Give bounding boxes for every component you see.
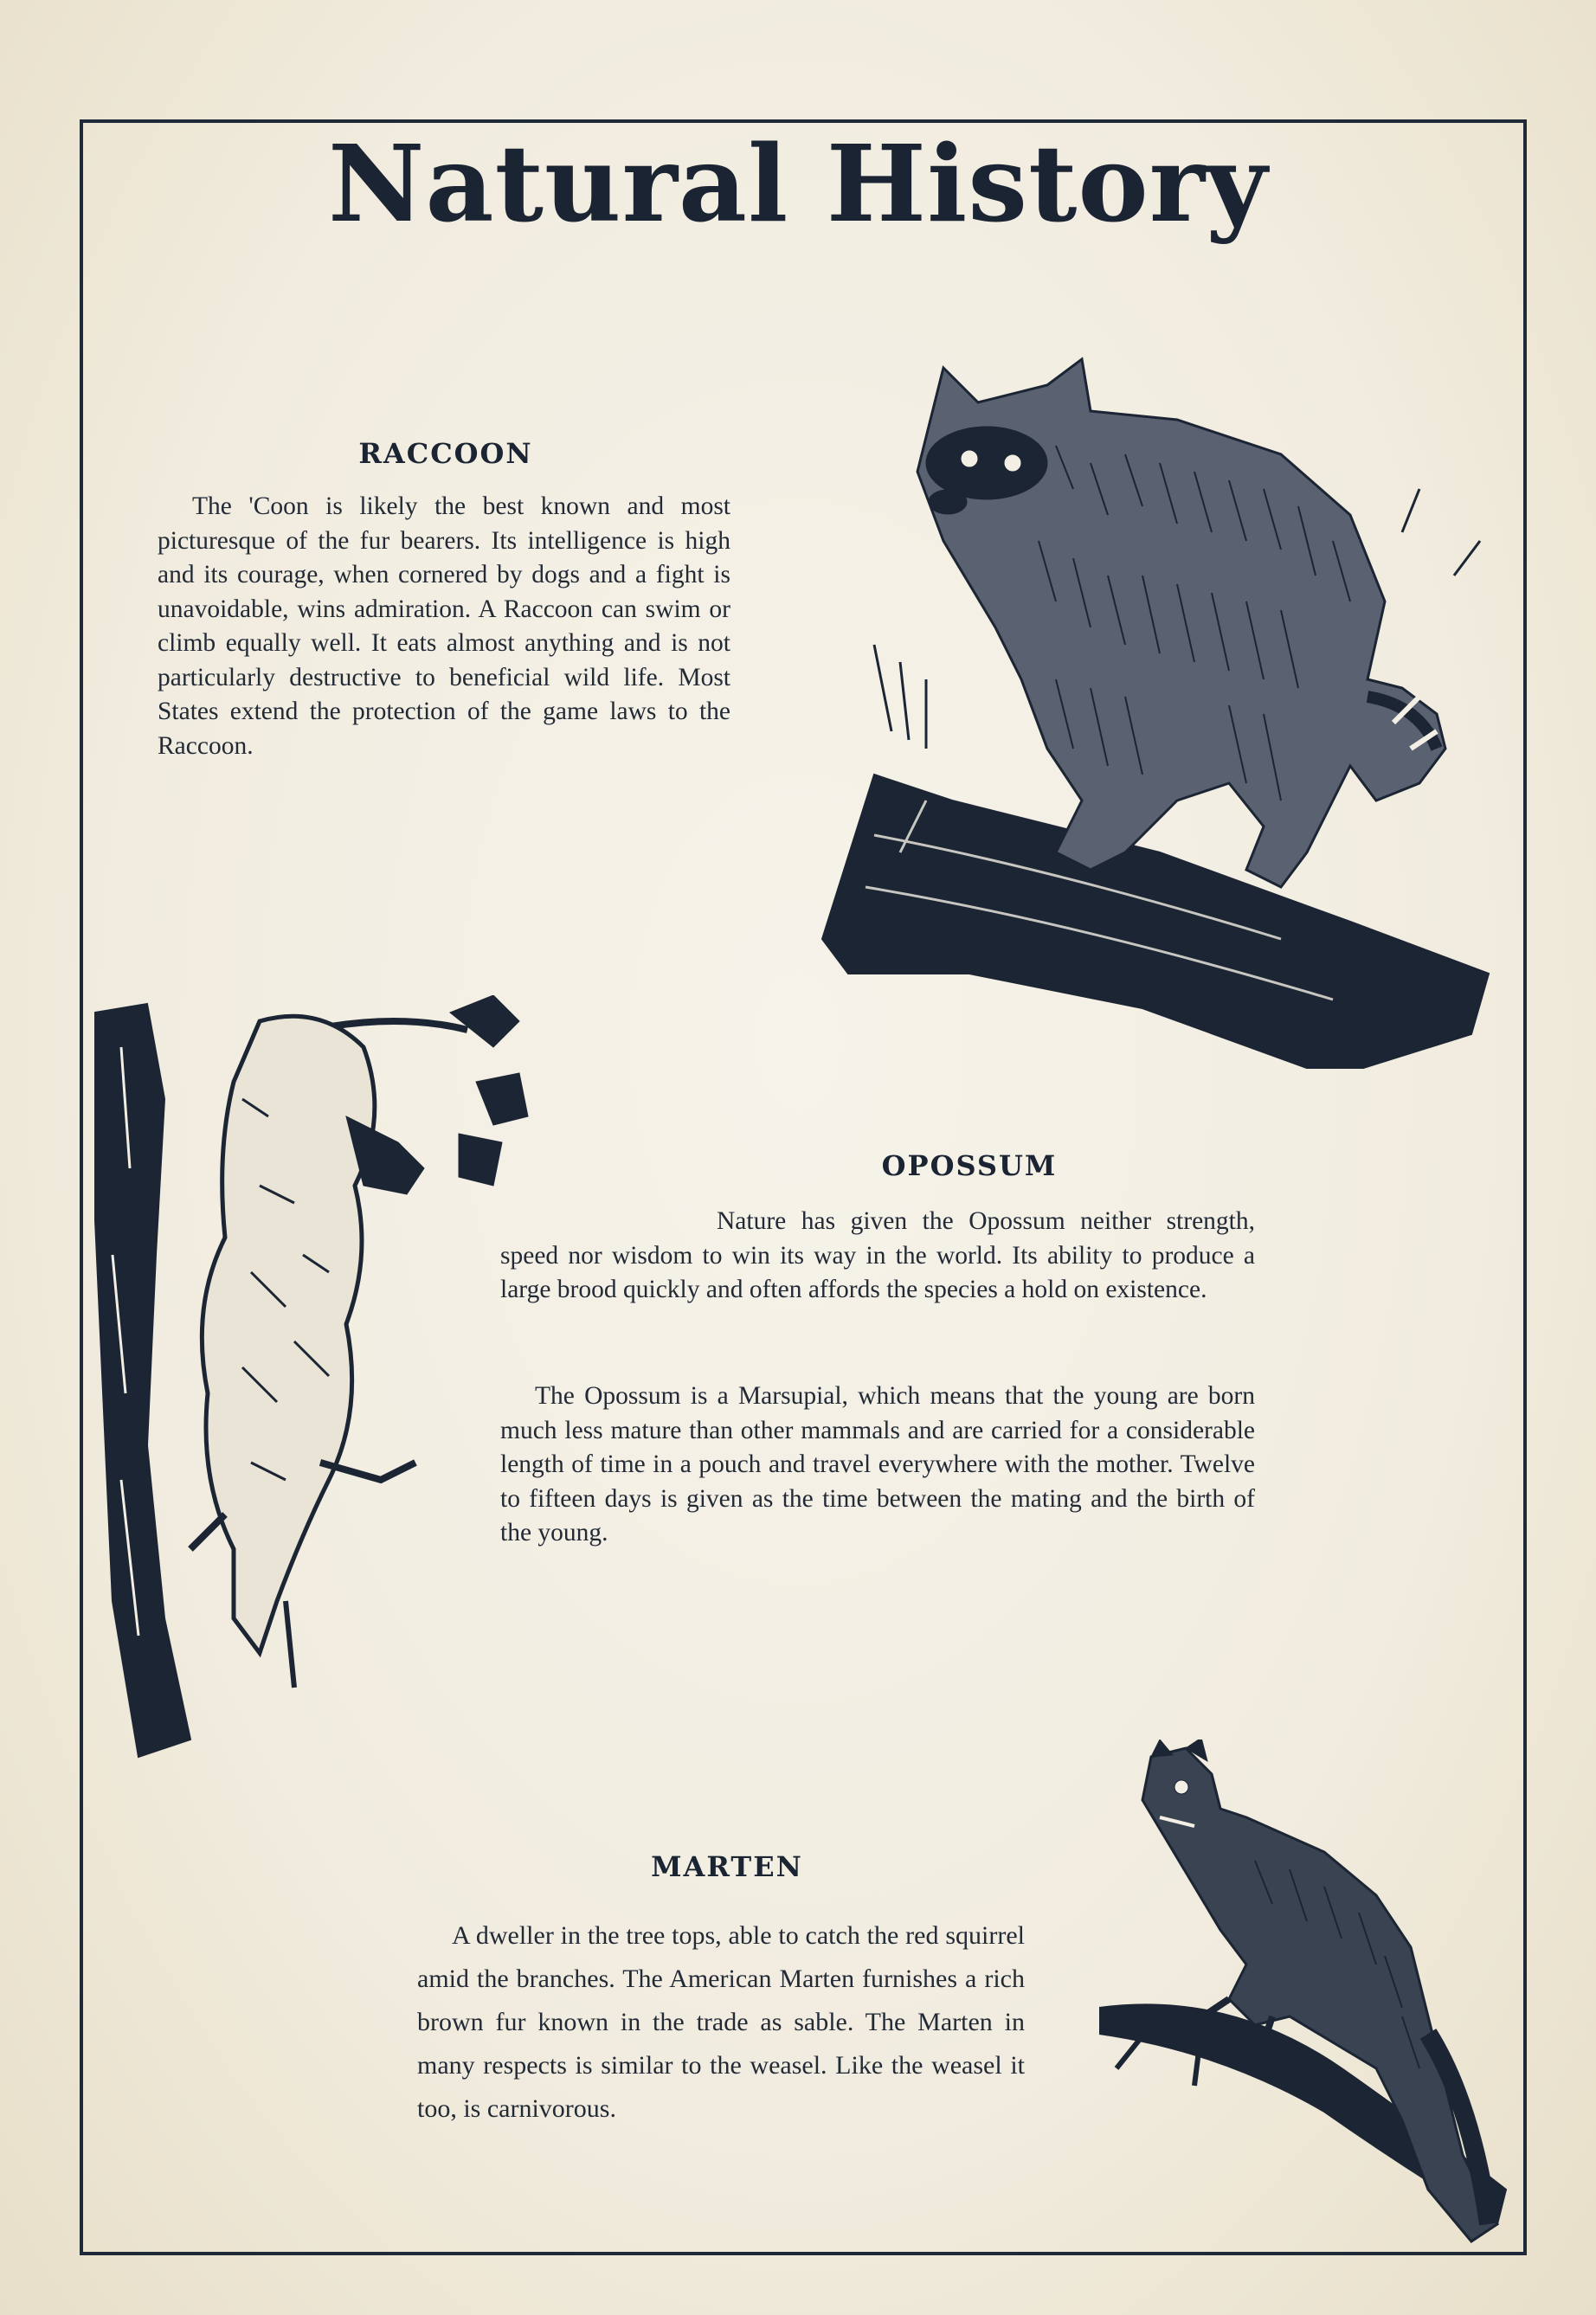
opossum-paragraph-2: The Opossum is a Marsupial, which means that the young are born much less mature than other mammals and are carried for a considerable length of time in a pouch and travel everywhere with the mother. Twelve to fifteen days is given as the time between the mating and the birth of the young. [500, 1382, 1255, 1547]
marten-on-branch-drawing [1099, 1739, 1523, 2250]
raccoon-text: The 'Coon is likely the best known and most picturesque of the fur bearers. Its intelligence is high and its courage, when cornered by dogs and a fight is unavoidable, wins admiration. A Raccoon can swim or climb equally well. It eats almost anything and is not particularly destructive to beneficial wild life. Most States extend the protection of the game laws to the Raccoon. [158, 492, 730, 760]
opossum-paragraph-1: Nature has given the Opossum neither strength, speed nor wisdom to win its way in the world. Its ability to produce a large brood quickly and often affords the species a hold on existence. [500, 1207, 1255, 1303]
page-title: Natural History [328, 121, 1268, 246]
marten-text: A dweller in the tree tops, able to catch the red squirrel amid the branches. The American Marten furnishes a rich brown fur known in the trade as sable. The Marten in many respects is similar to the weasel. Like the weasel it too, is carnivorous. [417, 1921, 1025, 2123]
opossum-illustration [87, 995, 537, 1774]
raccoon-illustration [796, 316, 1523, 1069]
marten-illustration [1099, 1739, 1523, 2250]
opossum-heading: OPOSSUM [881, 1149, 1058, 1182]
marten-heading: MARTEN [651, 1850, 803, 1883]
opossum-in-tree-drawing [87, 995, 537, 1774]
raccoon-heading: RACCOON [358, 437, 533, 470]
raccoon-on-log-drawing [796, 316, 1523, 1069]
